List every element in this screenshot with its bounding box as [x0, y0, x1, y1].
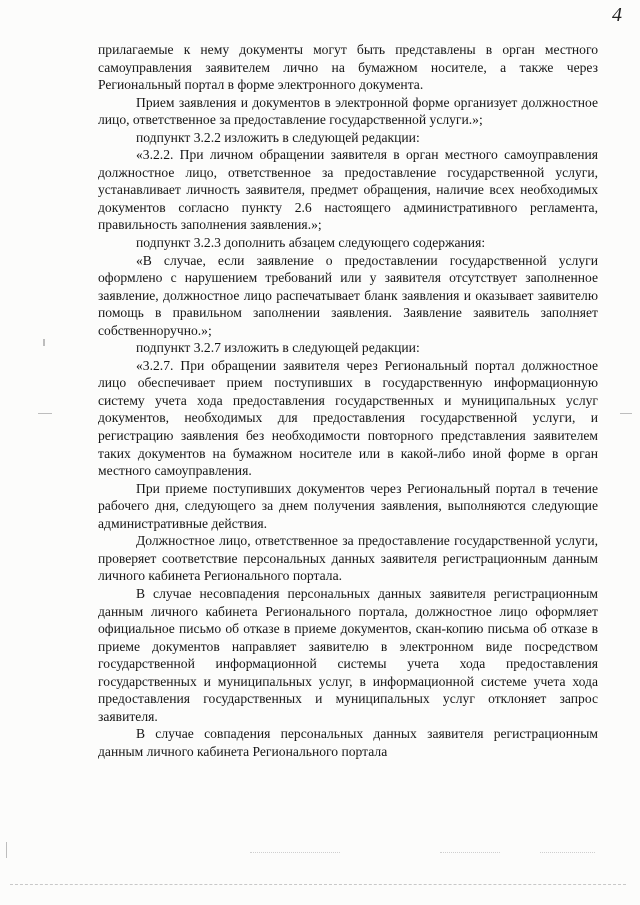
scan-mark	[43, 339, 45, 346]
page-number: 4	[612, 4, 622, 26]
paragraph-p11: В случае несовпадения персональных данных заявителя регистрационным данным личного кабинета Регионального портала, должностное лицо оформляет официальное письмо об отказе в приеме документов, скан-копию письма об отказе в приеме документов направляет заявителю в электронном виде посредством государственной информационной системы учета хода предоставления государственных и муниципальных услуг, в информационной системе учета хода предоставления государственных и муниципальных услуг отклоняет запрос заявителя.	[98, 585, 598, 724]
scan-mark	[38, 413, 52, 414]
paragraph-p12: В случае совпадения персональных данных заявителя регистрационным данным личного кабинета Регионального портала	[98, 726, 598, 759]
paragraph-p10: Должностное лицо, ответственное за предоставление государственной услуги, проверяет соответствие персональных данных заявителя регистрационным данным личного кабинета Регионального портала.	[98, 533, 598, 584]
scan-speckle	[440, 852, 500, 863]
paragraph-p5: подпункт 3.2.3 дополнить абзацем следующего содержания:	[136, 235, 486, 251]
paragraph-p4: «3.2.2. При личном обращении заявителя в орган местного самоуправления должностное лицо, ответственное за предоставление государственной услуги, устанавливает личность заявителя, предмет обращения, наличие всех необходимых документов согласно пункту 2.6 настоящего административного регламента, правильность заполнения заявления.»;	[98, 147, 598, 233]
scan-mark	[620, 413, 632, 414]
paragraph-p1: прилагаемые к нему документы могут быть представлены в орган местного самоуправления заявителем лично на бумажном носителе, а также через Региональный портал в форме электронного документа.	[98, 42, 598, 93]
paragraph-p2: Прием заявления и документов в электронной форме организует должностное лицо, ответственное за предоставление государственной услуги.»;	[98, 94, 598, 128]
paragraph-p3: подпункт 3.2.2 изложить в следующей редакции:	[136, 129, 420, 145]
scan-footer-line	[10, 884, 626, 886]
paragraph-p7: подпункт 3.2.7 изложить в следующей редакции:	[136, 340, 420, 356]
paragraph-p8: «3.2.7. При обращении заявителя через Региональный портал должностное лицо обеспечивает прием поступивших в государственную информационную систему учета хода предоставления государственных и муниципальных услуг документов, необходимых для предоставления государственной услуги, и регистрацию заявления без необходимости повторного представления заявителем таких документов на бумажном носителе или в какой-либо иной форме в орган местного самоуправления.	[98, 357, 598, 479]
scan-mark	[6, 842, 7, 858]
scan-speckle	[250, 852, 340, 863]
paragraph-p9: При приеме поступивших документов через Региональный портал в течение рабочего дня, следующего за днем получения заявления, выполняются следующие административные действия.	[98, 480, 598, 531]
scan-speckle	[540, 852, 595, 863]
paragraph-p6: «В случае, если заявление о предоставлении государственной услуги оформлено с нарушением требований или у заявителя отсутствует заполненное заявление, должностное лицо распечатывает бланк заявления и оказывает заявителю помощь в правильном заполнении заявления. Заявление заявитель заполняет собственноручно.»;	[98, 252, 598, 338]
document-body	[98, 41, 598, 760]
